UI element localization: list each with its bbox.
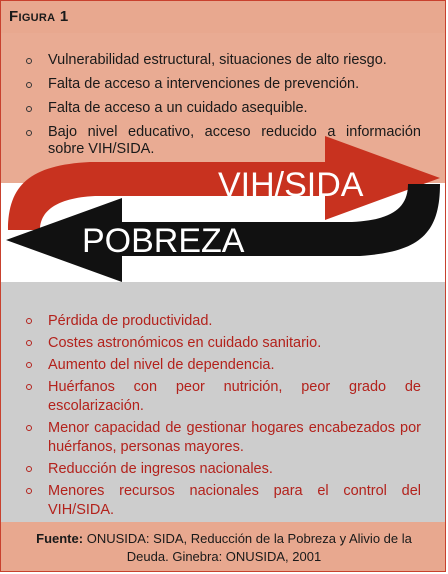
- figure-title: Figura 1: [9, 8, 69, 25]
- list-item: [26, 356, 421, 375]
- bullet-icon: [26, 488, 32, 494]
- list-item-text: Falta de acceso a un cuidado asequible.: [48, 100, 308, 116]
- list-item: [26, 482, 421, 520]
- list-item: [26, 76, 421, 93]
- list-item: [26, 378, 421, 416]
- source-citation: [14, 530, 434, 566]
- list-item-text: Pérdida de productividad.: [48, 313, 213, 329]
- arrow-left-label: POBREZA: [82, 222, 245, 260]
- list-item: [26, 334, 421, 353]
- list-item-text: Menores recursos nacionales para el control del VIH/SIDA.: [48, 483, 421, 518]
- bullet-icon: [26, 106, 32, 112]
- cycle-arrows: [0, 130, 448, 290]
- list-item-text: Falta de acceso a intervenciones de prevención.: [48, 76, 360, 92]
- list-item: [26, 312, 421, 331]
- list-item-text: Reducción de ingresos nacionales.: [48, 461, 273, 477]
- list-item: [26, 419, 421, 457]
- bullet-icon: [26, 318, 32, 324]
- source-text: ONUSIDA: SIDA, Reducción de la Pobreza y Alivio de la Deuda. Ginebra: ONUSIDA, 2001: [86, 531, 412, 564]
- bullet-icon: [26, 58, 32, 64]
- source-label: Fuente:: [36, 531, 84, 546]
- consequences-list: [26, 312, 421, 523]
- bullet-icon: [26, 82, 32, 88]
- arrow-right-label: VIH/SIDA: [218, 166, 364, 204]
- bullet-icon: [26, 340, 32, 346]
- bullet-icon: [26, 466, 32, 472]
- list-item: [26, 52, 421, 69]
- list-item-text: Huérfanos con peor nutrición, peor grado de escolarización.: [48, 379, 421, 414]
- list-item-text: Bajo nivel educativo, acceso reducido a información sobre VIH/SIDA.: [48, 124, 421, 157]
- list-item-text: Vulnerabilidad estructural, situaciones de alto riesgo.: [48, 52, 387, 68]
- list-item-text: Menor capacidad de gestionar hogares encabezados por huérfanos, personas mayores.: [48, 420, 421, 455]
- list-item: [26, 460, 421, 479]
- bullet-icon: [26, 384, 32, 390]
- list-item-text: Aumento del nivel de dependencia.: [48, 357, 275, 373]
- bullet-icon: [26, 425, 32, 431]
- bullet-icon: [26, 362, 32, 368]
- list-item: [26, 100, 421, 117]
- list-item-text: Costes astronómicos en cuidado sanitario.: [48, 335, 322, 351]
